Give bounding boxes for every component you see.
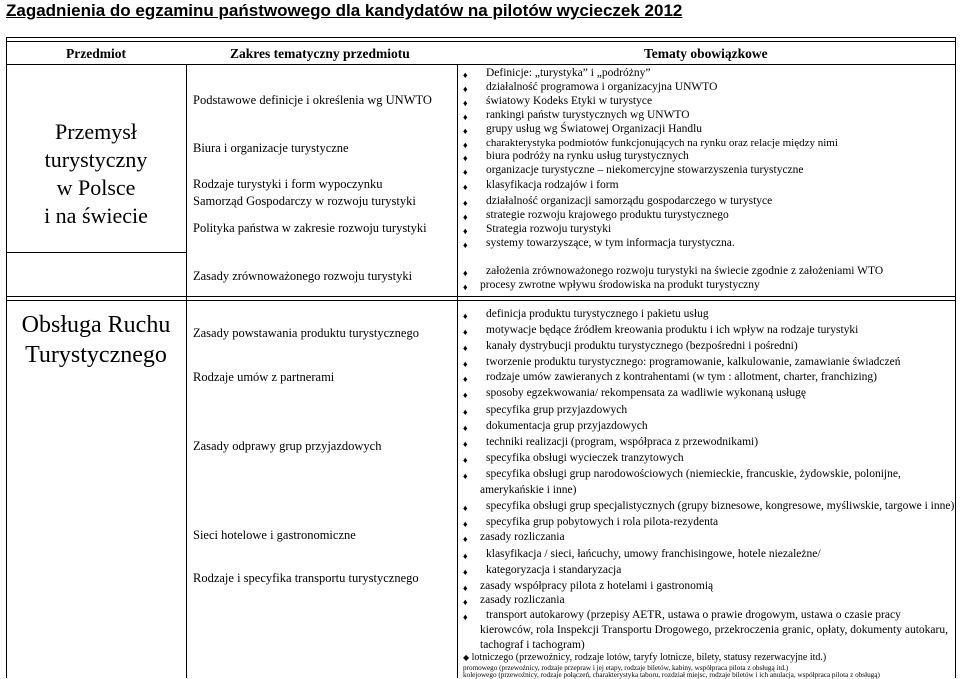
- scope-item: Podstawowe definicje i określenia wg UNWTO: [193, 93, 432, 107]
- topic-item: tworzenie produktu turystycznego: programowanie, kalkulowanie, zamawianie świadczeń: [486, 356, 901, 368]
- topic-item: sposoby egzekwowania/ rekompensata za wadliwie wykonaną usługę: [486, 387, 806, 399]
- bullet-icon: ◆: [463, 653, 470, 662]
- bullet-icon: [463, 439, 468, 449]
- topic-tail: [463, 665, 880, 678]
- topic-item-continuation: kierowców, rola Inspekcji Transportu Drogowego, przekroczenia granic, opłaty, dokumenty autokaru,: [480, 624, 948, 636]
- bullet-icon: [463, 455, 468, 465]
- scope-item: Rodzaje umów z partnerami: [193, 370, 335, 384]
- bullet-icon: [463, 240, 468, 250]
- left-border: [6, 37, 7, 678]
- section-divider-left: [6, 252, 187, 253]
- topic-item: transport autokarowy (przepisy AETR, ustawa o prawie drogowym, ustawa o czasie pracy: [486, 609, 901, 621]
- bullet-icon: [463, 182, 468, 192]
- topic-item: rankingi państw turystycznych wg UNWTO: [486, 109, 690, 121]
- topic-item: światowy Kodeks Etyki w turystyce: [486, 95, 653, 107]
- bullet-icon: [463, 98, 468, 108]
- topic-item: kolejowego (przewoźnicy, rodzaje połączeń, charakterystyka taboru, rozdział miejsc, rodzaje biletów i: [463, 670, 758, 679]
- topic-item: zasady rozliczania: [480, 594, 565, 606]
- subject-column-rule: [186, 64, 187, 678]
- topic-item: strategie rozwoju krajowego produktu turystycznego: [486, 209, 729, 221]
- topic-text: lotniczego (przewoźnicy, rodzaje lotów, taryfy lotnicze, bilety, statusy rezerwacyjne itd.): [471, 652, 827, 663]
- subject-industry: [10, 118, 182, 230]
- header-topics: Tematy obowiązkowe: [644, 46, 768, 61]
- bullet-icon: [463, 407, 468, 417]
- scope-item: Samorząd Gospodarczy w rozwoju turystyki: [193, 194, 416, 208]
- topic-item: motywacje będące źródłem kreowania produktu i ich wpływ na rodzaje turystyki: [486, 324, 859, 336]
- last-topics-block: [463, 652, 953, 665]
- topic-item: działalność programowa i organizacyjna UNWTO: [486, 81, 718, 93]
- subject-line: Turystycznego: [25, 342, 167, 368]
- bullet-icon: [463, 311, 468, 321]
- bullet-icon: [463, 519, 468, 529]
- topic-item: systemy towarzyszące, w tym informacja turystyczna.: [486, 237, 735, 249]
- scope-item: Zasady odprawy grup przyjazdowych: [193, 439, 382, 453]
- topic-item: specyfika obsługi grup specjalistycznych (grupy biznesowe, kongresowe, myśliwskie, targowe i inne): [486, 500, 955, 512]
- scope-item: Biura i organizacje turystyczne: [193, 141, 349, 155]
- topic-item: kanały dystrybucji produktu turystycznego (bezpośredni i pośredni): [486, 340, 798, 352]
- topic-item: rodzaje umów zawieranych z kontrahentami (w tym : allotment, charter, franchizing): [486, 371, 878, 383]
- topic-item: zasady współpracy pilota z hotelami i gastronomią: [480, 580, 714, 592]
- bullet-icon: [463, 374, 468, 384]
- bullet-icon: [463, 198, 468, 208]
- bullet-icon: [463, 343, 468, 353]
- scope-item: Zasady powstawania produktu turystycznego: [193, 326, 419, 340]
- topic-item: specyfika grup przyjazdowych: [486, 404, 628, 416]
- topic-item: zasady rozliczania: [480, 531, 565, 543]
- bullet-icon: [463, 423, 468, 433]
- bullet-icon: [463, 140, 468, 150]
- topic-item: specyfika grup pobytowych i rola pilota-rezydenta: [486, 516, 719, 528]
- topic-item: promowego (przewoźnicy, rodzaje przepraw i jej etapy, rodzaje biletów, kabiny, współpraca pilota z: [463, 664, 751, 672]
- topic-item: klasyfikacja / sieci, łańcuchy, umowy franchisingowe, hotele niezależne/: [486, 548, 821, 560]
- bullet-icon: [463, 84, 468, 94]
- topic-item: Strategia rozwoju turystyki: [486, 223, 612, 235]
- bullet-icon: [463, 597, 468, 607]
- topic-item: grupy usług wg Światowej Organizacji Handlu: [486, 123, 703, 135]
- subject-line: w Polsce: [56, 175, 136, 200]
- topic-item: kategoryzacja i standaryzacja: [486, 564, 622, 576]
- bullet-icon: [463, 126, 468, 136]
- subject-line: turystyczny: [44, 147, 148, 172]
- bullet-icon: [463, 503, 468, 513]
- topic-item: techniki realizacji (program, współpraca z przewodnikami): [486, 436, 759, 448]
- topic-item-continuation: amerykańskie i inne): [480, 484, 577, 496]
- section-divider: [6, 296, 956, 301]
- subject-tourism-service: [10, 310, 182, 370]
- topic-item: klasyfikacja rodzajów i form: [486, 179, 619, 191]
- topic-item: specyfika obsługi wycieczek tranzytowych: [486, 452, 684, 464]
- bullet-icon: [463, 390, 468, 400]
- topic-item: założenia zrównoważonego rozwoju turystyki na świecie zgodnie z założeniami WTO: [486, 265, 884, 277]
- scope-item: Rodzaje turystyki i form wypoczynku: [193, 177, 383, 191]
- bullet-icon: [463, 551, 468, 561]
- right-border: [955, 37, 956, 678]
- scope-item: Polityka państwa w zakresie rozwoju turystyki: [193, 221, 427, 235]
- bullet-icon: [463, 567, 468, 577]
- bullet-icon: [463, 534, 468, 544]
- subject-line: Przemysł: [55, 119, 137, 144]
- page-title: Zagadnienia do egzaminu państwowego dla kandydatów na pilotów wycieczek 2012: [6, 1, 683, 20]
- scope-column-rule: [457, 64, 458, 678]
- scope-item: Sieci hotelowe i gastronomiczne: [193, 528, 356, 542]
- bullet-icon: [463, 212, 468, 222]
- topic-item: biura podróży na rynku usług turystycznych: [486, 150, 689, 162]
- bullet-icon: [463, 70, 468, 80]
- scope-item: Zasady zrównoważonego rozwoju turystyki: [193, 269, 413, 283]
- topic-item: charakterystyka podmiotów funkcjonujących na rynku oraz relacje między nimi: [486, 137, 838, 149]
- topic-item: procesy zwrotne wpływu środowiska na produkt turystyczny: [480, 279, 760, 291]
- header-scope: Zakres tematyczny przedmiotu: [230, 46, 410, 61]
- topic-item: definicja produktu turystycznego i pakietu usług: [486, 308, 709, 320]
- topic-item: specyfika obsługi grup narodowościowych (niemieckie, francuskie, żydowskie, polonijne,: [486, 468, 901, 480]
- topic-item: organizacje turystyczne – niekomercyjne stowarzyszenia turystyczne: [486, 164, 804, 176]
- header-subject: Przedmiot: [66, 46, 126, 61]
- topic-item-continuation: obsługą itd.): [752, 664, 789, 672]
- bullet-icon: [463, 471, 468, 481]
- bullet-icon: [463, 167, 468, 177]
- bullet-icon: [463, 153, 468, 163]
- scope-item: Rodzaje i specyfika transportu turystycznego: [193, 571, 419, 585]
- bullet-icon: [463, 359, 468, 369]
- bullet-icon: [463, 112, 468, 122]
- topic-item-continuation: tachograf i tachogram): [480, 639, 585, 651]
- topic-item: Definicje: „turystyka” i „podróżny”: [486, 67, 651, 79]
- topic-item-continuation: ich anulacja, współpraca pilota z obsługą): [759, 670, 880, 679]
- topic-item: działalność organizacji samorządu gospodarczego w turystyce: [486, 195, 773, 207]
- header-top-rule: [6, 37, 956, 42]
- bullet-icon: [463, 268, 468, 278]
- bullet-icon: [463, 282, 468, 292]
- tail-line: [463, 672, 880, 679]
- topic-item: dokumentacja grup przyjazdowych: [486, 420, 648, 432]
- header-bottom-rule: [6, 64, 956, 65]
- subject-line: Obsługa Ruchu: [21, 312, 171, 338]
- bullet-icon: [463, 583, 468, 593]
- topic-item: [463, 652, 953, 665]
- subject-line: i na świecie: [44, 203, 148, 228]
- bullet-icon: [463, 226, 468, 236]
- bullet-icon: [463, 612, 468, 622]
- bullet-icon: [463, 327, 468, 337]
